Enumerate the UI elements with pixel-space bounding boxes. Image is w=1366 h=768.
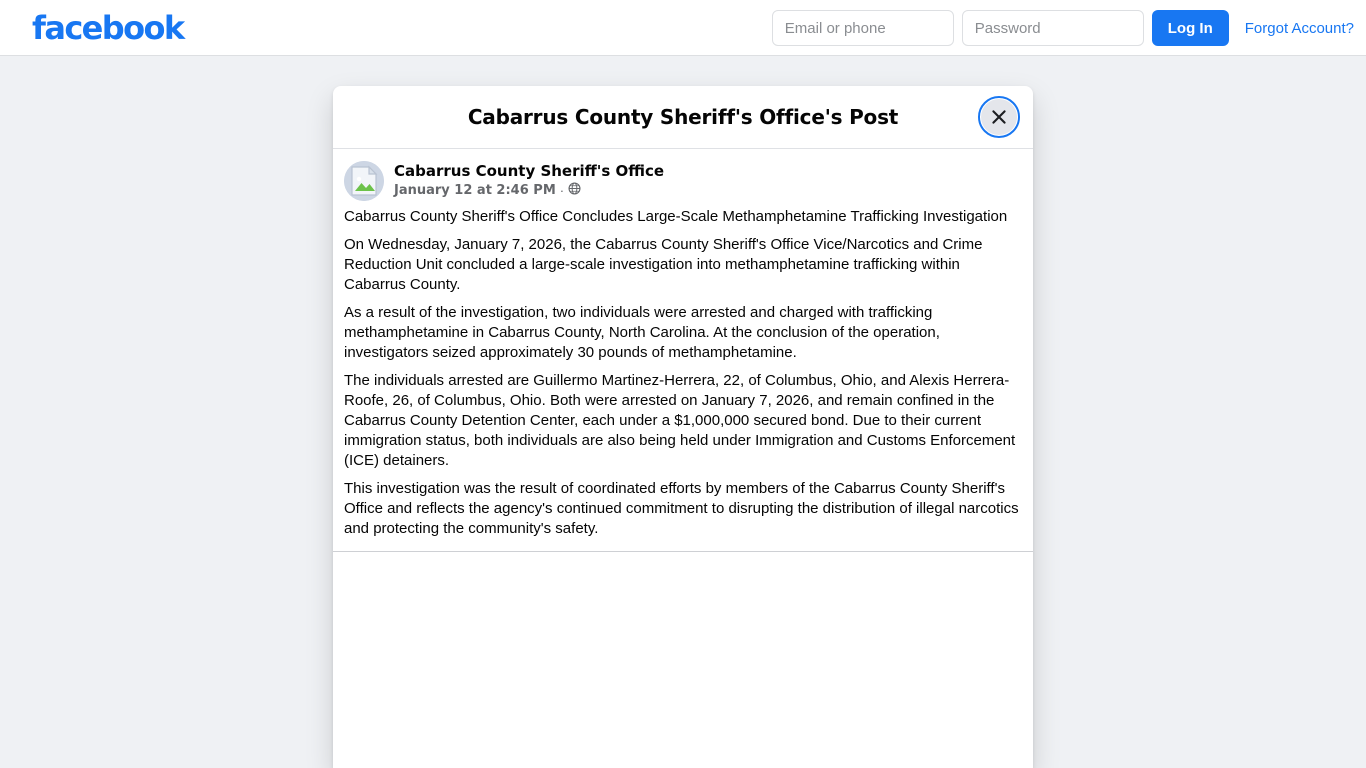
post-modal-dialog — [333, 86, 1033, 768]
globe-public-icon[interactable] — [568, 182, 581, 200]
post-timestamp-row — [394, 182, 664, 200]
post-timestamp[interactable]: January 12 at 2:46 PM — [394, 183, 556, 198]
post-paragraph: Cabarrus County Sheriff's Office Concludes Large-Scale Methamphetamine Trafficking Investigation — [344, 208, 1008, 225]
page-background — [0, 56, 1366, 768]
email-or-phone-input[interactable] — [772, 10, 954, 46]
broken-image-placeholder-icon[interactable] — [344, 161, 384, 201]
post-paragraph: The individuals arrested are Guillermo Martinez-Herrera, 22, of Columbus, Ohio, and Alexis Herrera-Roofe, 26, of Columbus, Ohio. Both were arrested on January 7, 2026, and remain confined in the Cabarrus County Detention Center, each under a $1,000,000 secured bond. Due to their current immigration status, both individuals are also being held under Immigration and Customs Enforcement (ICE) detainers. — [344, 372, 1016, 469]
close-icon — [991, 109, 1007, 125]
modal-title: Cabarrus County Sheriff's Office's Post — [467, 105, 899, 129]
post-meta — [394, 161, 664, 200]
separator-dot: · — [559, 183, 565, 198]
post-author-name[interactable]: Cabarrus County Sheriff's Office — [394, 162, 665, 180]
post-author-row — [333, 149, 1033, 201]
post-message-body — [333, 201, 1033, 539]
modal-header — [333, 86, 1033, 149]
forgot-account-link[interactable]: Forgot Account? — [1244, 19, 1354, 37]
post-paragraph: This investigation was the result of coordinated efforts by members of the Cabarrus County Sheriff's Office and reflects the agency's continued commitment to disrupting the distribution of illegal narcotics and protecting the community's safety. — [344, 480, 1019, 537]
modal-body — [333, 149, 1033, 768]
post-paragraph: As a result of the investigation, two individuals were arrested and charged with trafficking methamphetamine in Cabarrus County, North Carolina. At the conclusion of the operation, investigators seized approximately 30 pounds of methamphetamine. — [344, 304, 940, 361]
facebook-top-bar — [0, 0, 1366, 56]
log-in-button[interactable]: Log In — [1152, 10, 1229, 46]
close-icon-button[interactable] — [981, 99, 1017, 135]
login-form — [772, 0, 1354, 56]
post-attachment-area — [333, 552, 1033, 768]
password-input[interactable] — [962, 10, 1144, 46]
post-paragraph: On Wednesday, January 7, 2026, the Cabarrus County Sheriff's Office Vice/Narcotics and Crime Reduction Unit concluded a large-scale investigation into methamphetamine trafficking within Cabarrus County. — [344, 236, 983, 293]
facebook-logo[interactable]: facebook — [32, 8, 184, 47]
